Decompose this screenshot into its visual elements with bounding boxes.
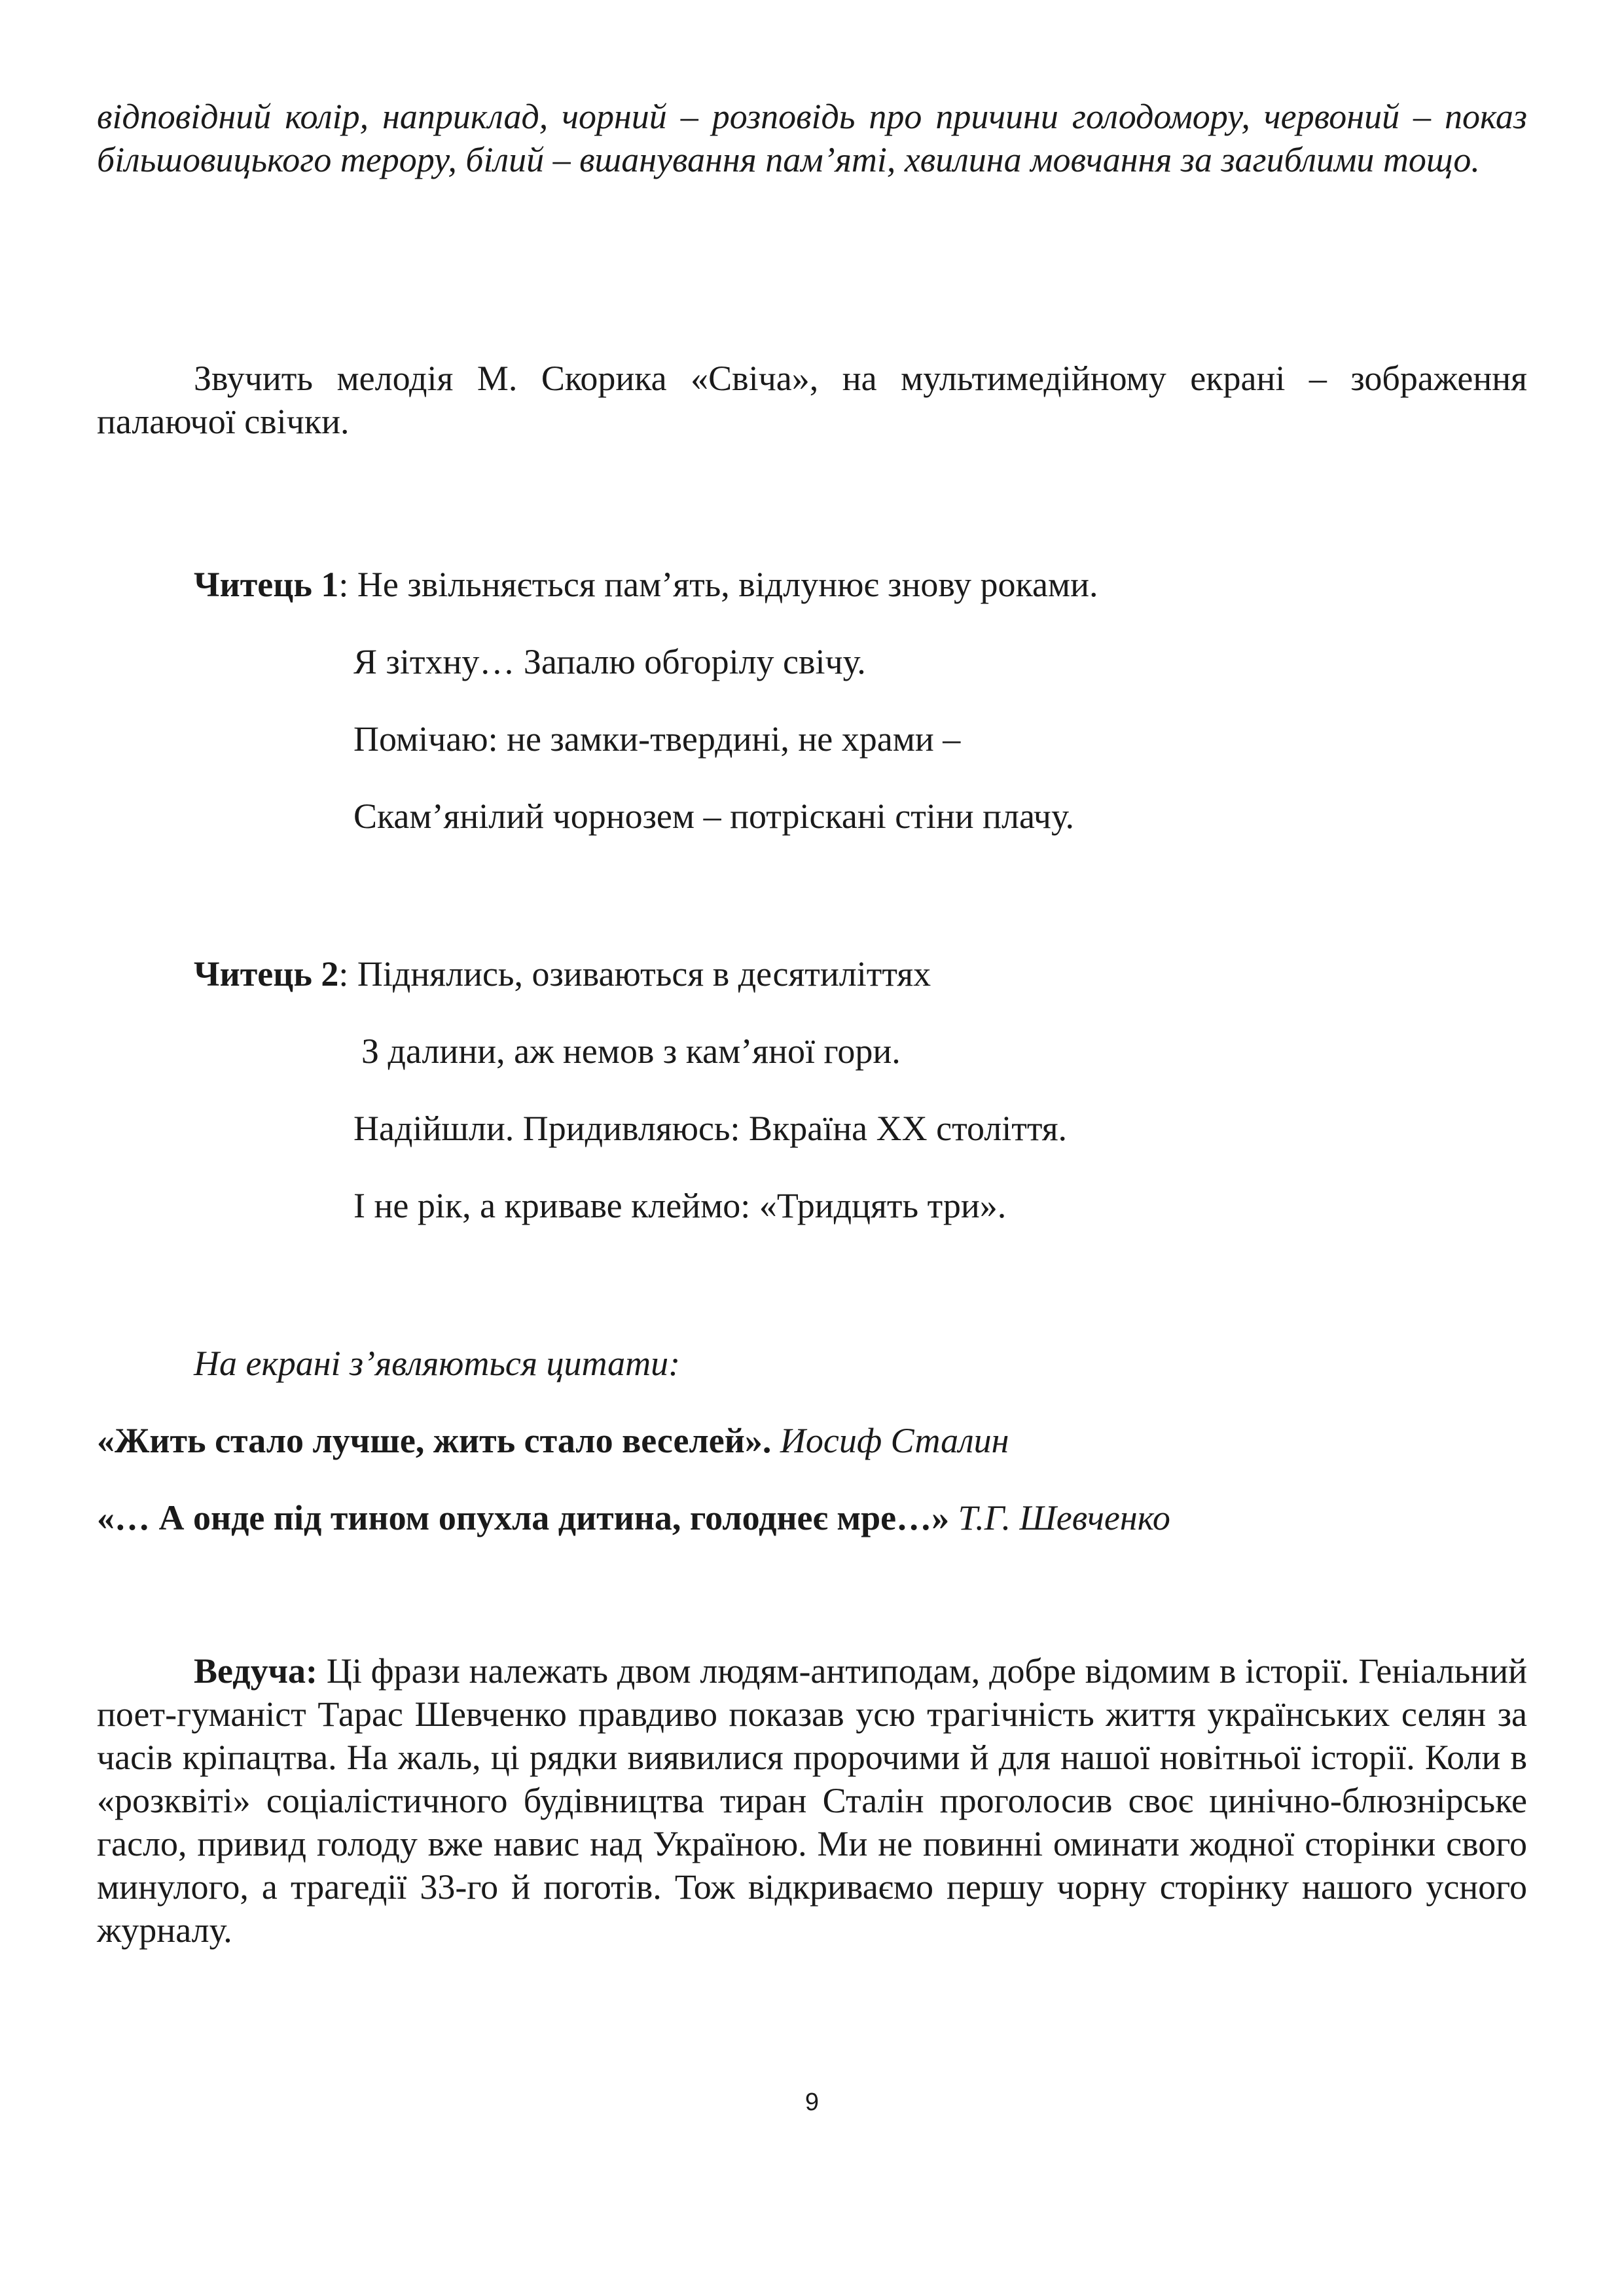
verse-line: І не рік, а криваве клеймо: «Тридцять три». [353, 1186, 1007, 1225]
music-note-paragraph: Звучить мелодія М. Скорика «Свіча», на мультимедійному екрані – зображення палаючої свічки. [97, 359, 1527, 441]
host-text: Ці фрази належать двом людям-антиподам, добре відомим в історії. Геніальний поет-гуманіст Тарас Шевченко правдиво показав усю трагічність життя українських селян за часів кріпацтва. На жаль, ці рядки виявилися пророчими й для нашої новітньої історії. Коли в «розквіті» соціалістичного будівництва тиран Сталін проголосив своє цинічно-блюзнірське гасло, привид голоду вже навис над Україною. Ми не повинні оминати жодної сторінки свого минулого, а трагедії 33-го й поготів. Тож відкриваємо першу чорну сторінку нашого усного журналу. [97, 1651, 1527, 1950]
reader-2-verse [194, 952, 1529, 1261]
reader-1-verse [194, 563, 1529, 872]
host-speaker: Ведуча: [194, 1651, 318, 1691]
verse-line-text: : Не звільняється пам’ять, відлунює знову роками. [338, 565, 1098, 604]
quote-text: «Жить стало лучше, жить стало веселей». [97, 1421, 772, 1460]
verse-line [194, 563, 1529, 640]
quote-author: Т.Г. Шевченко [949, 1498, 1170, 1537]
host-paragraph [97, 1649, 1527, 1952]
verse-line [194, 952, 1529, 1030]
verse-line: Скам’янілий чорнозем – потріскані стіни плачу. [353, 797, 1075, 836]
intro-paragraph: відповідний колір, наприклад, чорний – розповідь про причини голодомору, червоний – показ більшовицького терору, білий – вшанування пам’яті, хвилина мовчання за загиблими тощо. [97, 97, 1527, 179]
verse-line-text: : Піднялись, озиваються в десятиліттях [338, 954, 931, 994]
quote-shevchenko [97, 1496, 1170, 1539]
reader-1-speaker: Читець 1 [194, 565, 339, 604]
verse-line: Надійшли. Придивляюсь: Вкраїна ХХ століття. [353, 1109, 1068, 1148]
reader-2-speaker: Читець 2 [194, 954, 339, 994]
verse-line: З далини, аж немов з кам’яної гори. [361, 1031, 901, 1071]
screen-note: На екрані з’являються цитати: [194, 1344, 681, 1383]
quote-stalin [97, 1419, 1009, 1462]
quote-author: Иосиф Сталин [771, 1421, 1009, 1460]
page-number: 9 [804, 2089, 820, 2116]
verse-line: Помічаю: не замки-твердині, не храми – [353, 719, 961, 759]
verse-line: Я зітхну… Запалю обгорілу свічу. [353, 642, 866, 681]
quote-text: «… А онде під тином опухла дитина, голоднеє мре…» [97, 1498, 950, 1537]
